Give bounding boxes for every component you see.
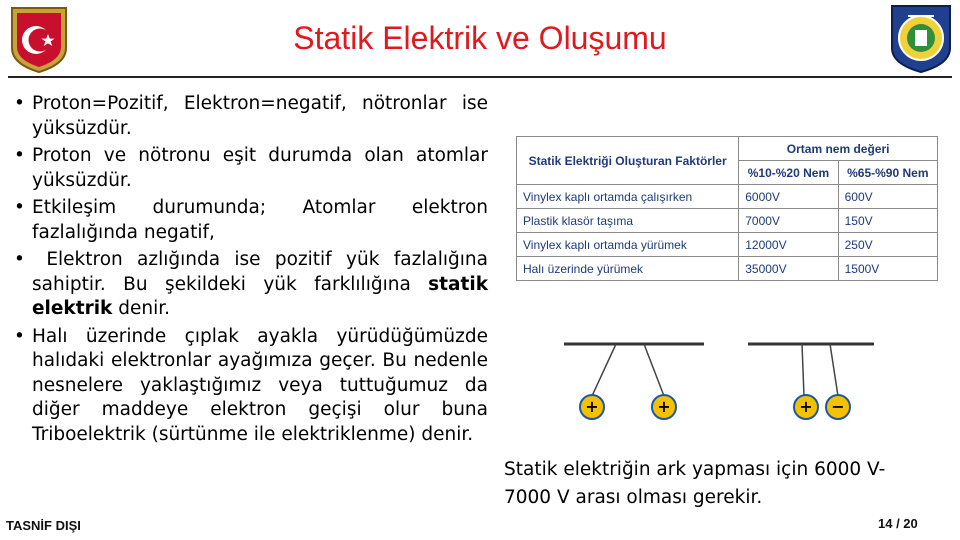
string <box>802 344 804 396</box>
bullet-item <box>14 325 488 448</box>
header-humidity: Ortam nem değeri <box>739 137 938 161</box>
subheader-low-humidity: %10-%20 Nem <box>739 161 838 185</box>
caption-line: Statik elektriğin ark yapması için 6000 V- <box>504 459 886 480</box>
bullet-dot-icon: • <box>14 197 25 218</box>
left-pendulum-pair <box>564 344 704 419</box>
bullet-text: Etkileşim durumunda; Atomlar elektron fazlalığında negatif, <box>32 197 488 243</box>
bullet-text: Proton=Pozitif, Elektron=negatif, nötronlar ise yüksüzdür. <box>32 93 488 139</box>
page-number: 14 / 20 <box>878 516 918 531</box>
bullet-item <box>14 248 488 322</box>
minus-sign: − <box>831 397 845 416</box>
table-row <box>517 257 938 281</box>
table-cell: 150V <box>838 209 937 233</box>
string <box>644 344 664 396</box>
page-title: Statik Elektrik ve Oluşumu <box>293 20 667 56</box>
bullet-text: Elektron azlığında ise pozitif yük fazlalığına sahiptir. Bu şekildeki yük farklılığına <box>32 249 488 295</box>
bullet-text: denir. <box>112 298 171 319</box>
table-row <box>517 233 938 257</box>
bullet-text: Halı üzerinde çıplak ayakla yürüdüğümüzde halıdaki elektronlar ayağımıza geçer. Bu nedenle nesnelere yaklaştığımız veya tuttuğumuz da diğer maddeye elektron geçişi olur buna Triboelektrik (sürtünme ile elektriklenme) denir. <box>32 325 488 445</box>
plus-sign: + <box>657 397 671 416</box>
table-cell: 7000V <box>739 209 838 233</box>
charged-pendulum-diagram <box>556 330 886 430</box>
turkish-crescent-star-shield-icon <box>6 4 72 74</box>
table-cell: 600V <box>838 185 937 209</box>
table-row <box>517 185 938 209</box>
table-row <box>517 209 938 233</box>
table-cell: 250V <box>838 233 937 257</box>
arc-voltage-caption <box>504 456 944 512</box>
bullet-dot-icon: • <box>14 145 25 166</box>
table-cell: 6000V <box>739 185 838 209</box>
right-pendulum-pair <box>748 344 874 419</box>
subheader-high-humidity: %65-%90 Nem <box>838 161 937 185</box>
table-cell: 35000V <box>739 257 838 281</box>
bullet-item <box>14 144 488 193</box>
table-cell: Vinylex kaplı ortamda çalışırken <box>517 185 739 209</box>
table-cell: 12000V <box>739 233 838 257</box>
header-divider <box>8 76 952 78</box>
caption-line: 7000 V arası olması gerekir. <box>504 487 763 508</box>
table-cell: Vinylex kaplı ortamda yürümek <box>517 233 739 257</box>
bullet-item <box>14 92 488 141</box>
table-cell: 1500V <box>838 257 937 281</box>
classification-label: TASNİF DIŞI <box>6 518 81 533</box>
bullet-dot-icon: • <box>14 325 25 347</box>
table-cell: Halı üzerinde yürümek <box>517 257 739 281</box>
static-electricity-table <box>516 136 938 281</box>
bullet-dot-icon: • <box>14 93 25 114</box>
bullet-bold-term: statik elektrik <box>32 273 488 319</box>
header-factor: Statik Elektriği Oluşturan Faktörler <box>517 137 739 185</box>
table-cell: Plastik klasör taşıma <box>517 209 739 233</box>
bullet-item <box>14 196 488 245</box>
bullet-text: Proton ve nötronu eşit durumda olan atomlar yüksüzdür. <box>32 145 488 191</box>
bullet-list <box>14 92 488 450</box>
plus-sign: + <box>585 397 599 416</box>
string <box>830 344 838 396</box>
bullet-dot-icon: • <box>14 249 25 270</box>
institution-seal-icon <box>888 2 954 74</box>
string <box>592 344 616 396</box>
plus-sign: + <box>799 397 813 416</box>
